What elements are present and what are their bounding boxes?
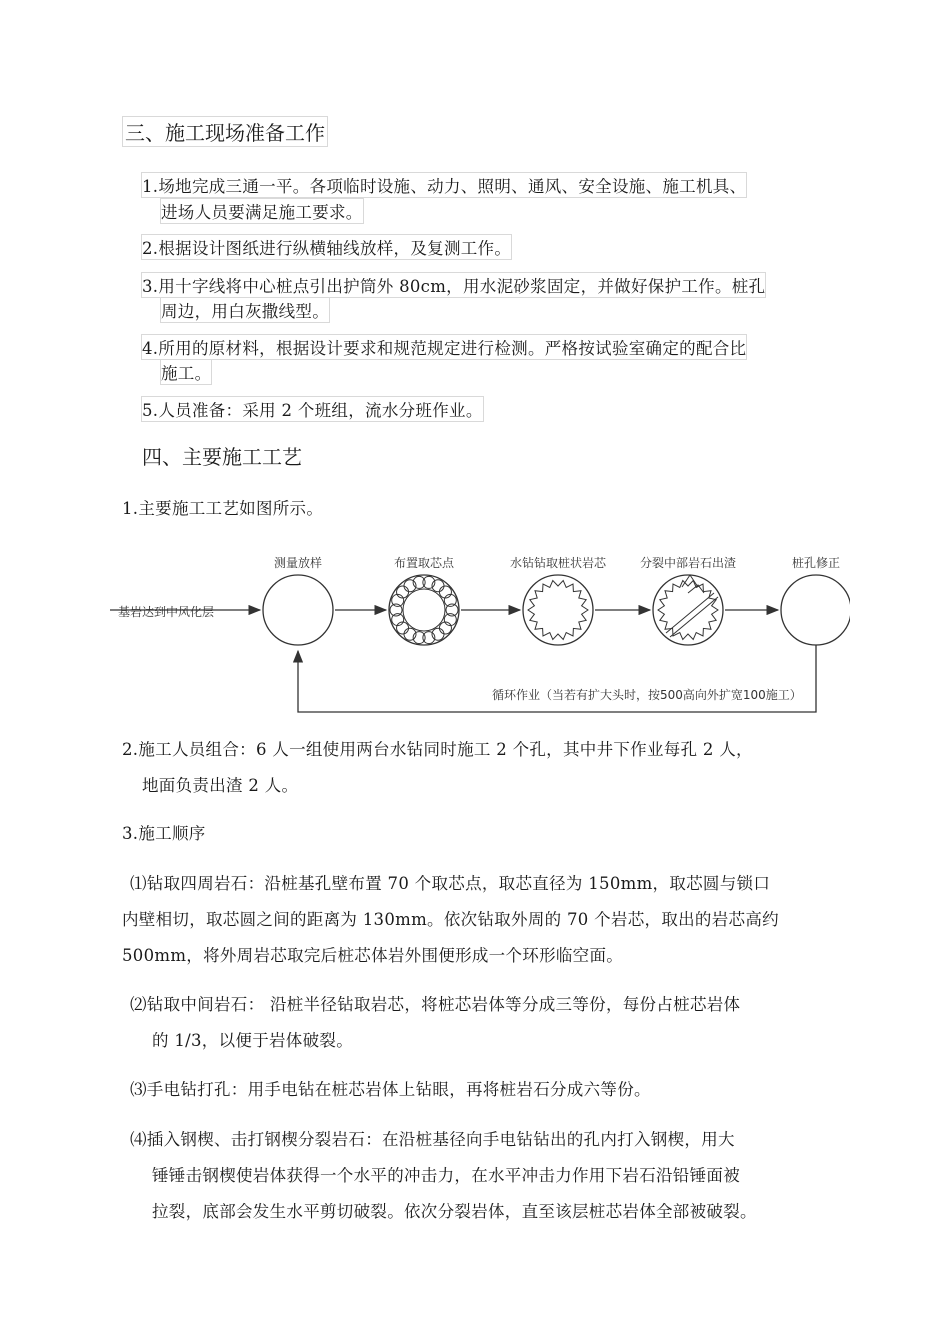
step-1-line3: 500mm，将外周岩芯取完后桩芯体岩外围便形成一个环形临空面。 bbox=[122, 946, 624, 965]
stage-label-4: 分裂中部岩石出渣 bbox=[639, 556, 737, 570]
stage-circle-4 bbox=[653, 575, 723, 645]
step-4-line1: ⑷插入钢楔、击打钢楔分裂岩石：在沿桩基径向手电钻钻出的孔内打入钢楔，用大 bbox=[130, 1130, 735, 1149]
stage-label-1: 测量放样 bbox=[273, 556, 323, 570]
item-2-line1: 2.根据设计图纸进行纵横轴线放样，及复测工作。 bbox=[141, 234, 512, 260]
loop-label: 循环作业（当若有扩大头时，按500高向外扩宽100施工） bbox=[492, 688, 802, 702]
step-2-line2: 的 1/3，以便于岩体破裂。 bbox=[152, 1031, 353, 1050]
section-4-title: 四、主要施工工艺 bbox=[142, 445, 302, 469]
step-4-line2: 锤锤击钢楔使岩体获得一个水平的冲击力，在水平冲击力作用下岩石沿铅锤面被 bbox=[152, 1166, 740, 1185]
step-4-line3: 拉裂，底部会发生水平剪切破裂。依次分裂岩体，直至该层桩芯岩体全部被破裂。 bbox=[152, 1202, 757, 1221]
start-label: 基岩达到中风化层 bbox=[118, 605, 215, 619]
stage-circle-3 bbox=[523, 575, 593, 645]
process-flow-diagram bbox=[110, 545, 850, 720]
stage-label-3: 水钻钻取桩状岩芯 bbox=[509, 556, 607, 570]
personnel-line1: 2.施工人员组合：6 人一组使用两台水钻同时施工 2 个孔，其中井下作业每孔 2 人， bbox=[122, 740, 753, 759]
item-5-line1: 5.人员准备：采用 2 个班组，流水分班作业。 bbox=[141, 396, 484, 422]
item-3-line1: 3.用十字线将中心桩点引出护筒外 80cm，用水泥砂浆固定，并做好保护工作。桩孔 bbox=[141, 272, 766, 298]
personnel-line2: 地面负责出渣 2 人。 bbox=[142, 776, 299, 795]
step-1-line2: 内壁相切，取芯圆之间的距离为 130mm。依次钻取外周的 70 个岩芯，取出的岩芯高约 bbox=[122, 910, 779, 929]
stage-circle-1 bbox=[263, 575, 333, 645]
item-1-line1: 1.场地完成三通一平。各项临时设施、动力、照明、通风、安全设施、施工机具、 bbox=[141, 172, 747, 198]
stage-label-2: 布置取芯点 bbox=[393, 556, 455, 570]
stage-circle-5 bbox=[781, 575, 850, 645]
step-1-line1: ⑴钻取四周岩石：沿桩基孔壁布置 70 个取芯点，取芯直径为 150mm，取芯圆与锁口 bbox=[130, 874, 771, 893]
item-4-line1: 4.所用的原材料，根据设计要求和规范规定进行检测。严格按试验室确定的配合比 bbox=[141, 334, 747, 360]
step-2-line1: ⑵钻取中间岩石： 沿桩半径钻取岩芯，将桩芯岩体等分成三等份，每份占桩芯岩体 bbox=[130, 995, 741, 1014]
process-intro: 1.主要施工工艺如图所示。 bbox=[122, 499, 324, 518]
stage-circle-2 bbox=[389, 575, 459, 645]
item-4-line2: 施工。 bbox=[160, 359, 212, 385]
section-3-title: 三、施工现场准备工作 bbox=[122, 116, 328, 147]
item-1-line2: 进场人员要满足施工要求。 bbox=[160, 198, 364, 224]
sequence-title: 3.施工顺序 bbox=[122, 824, 206, 843]
item-3-line2: 周边，用白灰撒线型。 bbox=[160, 297, 330, 323]
stage-label-5: 桩孔修正 bbox=[791, 556, 841, 570]
step-3-line1: ⑶手电钻打孔：用手电钻在桩芯岩体上钻眼，再将桩岩石分成六等份。 bbox=[130, 1080, 651, 1099]
